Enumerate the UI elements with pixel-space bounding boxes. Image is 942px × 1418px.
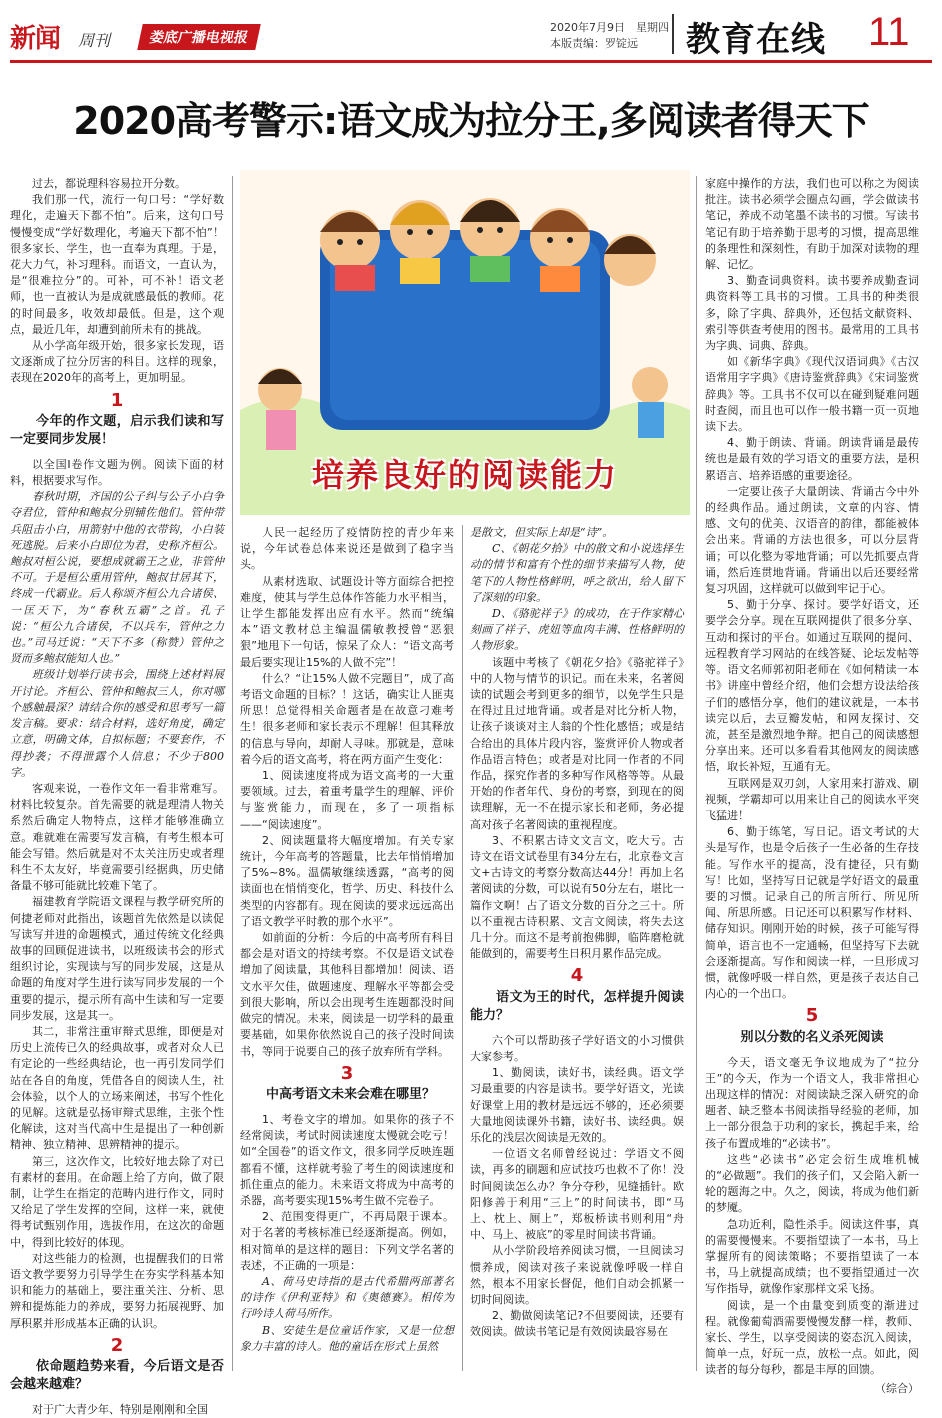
section-number: 1 — [110, 389, 124, 411]
paragraph: 第三，这次作文，比较好地去除了对已有素材的套用。在命题上给了方向，做了限制，让学生在指定的范畴内进行作文，同时又给足了学生发挥的空间，这样一来，就使得考试甄别作用，选拔作用，在这次的命题中，得到比较好的体现。 — [10, 1154, 224, 1249]
newspaper-logo: 新闻 — [10, 24, 61, 54]
page-number: 11 — [868, 10, 910, 54]
column-2 — [240, 525, 454, 1355]
section-title: 教育在线 — [686, 20, 826, 60]
section-heading: 语文为王的时代，怎样提升阅读能力？ — [470, 989, 684, 1023]
paragraph: 3、勤查词典资料。读书要养成勤查词典资料等工具书的习惯。工具书的种类很多，除了字典、辞典外，还包括文献资料、索引等供查考使用的图书。最常用的工具书为字典、词典、辞典。 — [705, 274, 919, 353]
paragraph: 急功近利，隐性杀手。阅读这件事，真的需要慢慢来。不要指望读了一本书，马上掌握所有的阅读策略；不要指望读了一本书，马上就提高成绩；也不要指望通过一次写作指导，就像作家那样文采飞扬。 — [705, 1217, 919, 1296]
quoted-material: D、《骆驼祥子》的成功，在于作家精心刻画了祥子、虎妞等血肉丰满、性格鲜明的人物形象。 — [470, 607, 684, 653]
paragraph: 一定要让孩子大量朗读、背诵古今中外的经典作品。通过朗读，文章的内容、情感、文句的优美、汉语音的韵律，都能被体会出来。背诵的方法也很多，可以分层背诵；可以化整为零地背诵；可以先抓要点背诵，然后连贯地背诵。背诵出以后还要经常复习巩固，这样就可以做到牢记于心。 — [705, 484, 919, 596]
column-rule — [232, 176, 233, 1371]
paragraph: 家庭中操作的方法，我们也可以称之为阅读批注。读书必须学会圈点勾画，学会做读书笔记，养成不动笔墨不读书的习惯。写读书笔记有助于培养勤于思考的习惯，提高思维的条理性和深刻性，有助于加深对读物的理解、记忆。 — [705, 177, 919, 272]
section-number: 5 — [805, 1005, 819, 1027]
quoted-material: 班级计划举行读书会，围绕上述材料展开讨论。齐桓公、管仲和鲍叔三人，你对哪个感触最深？请结合你的感受和思考写一篇发言稿。要求：结合材料，选好角度，确定立意，明确文体，自拟标题；不要套作，不得抄袭；不得泄露个人信息；不少于800字。 — [10, 668, 224, 779]
paragraph: 3、不积累古诗文文言文，吃大亏。古诗文在语文试卷里有34分左右，北京卷文言文+古诗文的考察分数高达44分！再加上名著阅读的分数，可以说有50分左右，堪比一篇作文啊！占了语文分数的百分之三十。所以不重视古诗积累、文言文阅读，将失去这几十分。而这不是考前抱佛脚，临阵磨枪就能做到的，需要考生日积月累作品完成。 — [470, 833, 684, 961]
paragraph: 6、勤于练笔，写日记。语文考试的大头是写作，也是令后孩子一生必备的生存技能。写作水平的提高，没有捷径，只有勤写！比如，坚持写日记就是学好语文的最重要的习惯。记录自己的所言所行、所见所闻、所思所感。日记还可以积累写作材料、储存知识。刚刚开始的时候，孩子可能写得简单，语言也不一定通畅，但坚持写下去就会逐渐提高。写作和阅读一样，一旦形成习惯，就像呼吸一样自然，更是孩子表达自己内心的一个出口。 — [705, 825, 919, 1001]
editor-line: 本版责编：罗锭远 — [550, 37, 638, 50]
paragraph: 人民一起经历了疫情防控的青少年来说，今年试卷总体来说还是做到了稳字当头。 — [240, 526, 454, 572]
quoted-material: A、荷马史诗指的是古代希腊两部著名的诗作《伊利亚特》和《奥德赛》。相传为行吟诗人荷马所作。 — [240, 1274, 454, 1321]
paragraph: 其二，非常注重审辩式思维，即便是对历史上流传已久的经典故事，或者对众人已有定论的一些经典结论，也一再引发同学们站在各自的角度，凭借各自的阅读人生，社会体验，以个人的立场来阐述，书写个性化的见解。这就是弘扬审辩式思维，主张个性化解读，这对当代高中生是提出了一种创新精神、独立精神、思辨精神的提示。 — [10, 1024, 224, 1152]
quoted-material: 是散文，但实际上却是“诗”。 — [470, 526, 614, 539]
section-number: 4 — [570, 965, 584, 987]
section-heading: 别以分数的名义杀死阅读 — [740, 1029, 884, 1045]
paragraph: 客观来说，一卷作文年一看非常难写。材料比较复杂。首先需要的就是理清人物关系然后确定人物特点，这样才能够准确立意。难就难在需要写发言稿，有考生根本可能会写错。然后就是对不太关注历史或者理科生不太友好，毕竟需要引经据典，历史储备量不够可能就比较难下笔了。 — [10, 781, 224, 893]
paragraph: 一位语文名师曾经说过：学语文不阅读，再多的刷题和应试技巧也救不了你！没时间阅读怎么办？争分夺秒，见缝插针。欧阳修善于利用“三上”的时间读书，即“马上、枕上、厕上”，郑板桥读书则利用“舟中、马上、被底”的零星时间读书背诵。 — [470, 1147, 684, 1242]
children-reading-illustration — [240, 170, 690, 515]
paragraph: 从小学高年级开始，很多家长发现，语文逐渐成了拉分厉害的科目。这样的现象，表现在2020年的高考上，更加明显。 — [10, 339, 224, 385]
masthead-rule — [10, 60, 932, 63]
paragraph: 六个可以帮助孩子学好语文的小习惯供大家参考。 — [470, 1033, 684, 1063]
paragraph: 这些“必读书”必定会衍生成堆机械的“必做题”。我们的孩子们，又会陷入新一轮的题海之中。久之，阅读，将成为他们新的梦魇。 — [705, 1152, 919, 1215]
paragraph: 4、勤于朗读、背诵。朗读背诵是最传统也是最有效的学习语文的重要方法，是积累语言、培养语感的重要途径。 — [705, 436, 919, 482]
paragraph: 对于广大青少年、特别是刚刚和全国 — [32, 1403, 208, 1417]
paragraph: 从素材选取、试题设计等方面综合把控难度，使其与学生总体作答能力水平相当，让学生都能发挥出应有水平。然而“统编本”语文教材总主编温儒敏教授曾“恶狠狠”地甩下一句话，惊呆了众人：“语文高考最后要实现让15%的人做不完”！ — [240, 574, 454, 669]
paragraph: 从小学阶段培养阅读习惯，一旦阅读习惯养成，阅读对孩子来说就像呼吸一样自然，根本不用家长督促，他们自动会抓紧一切时间阅读。 — [470, 1244, 684, 1306]
section-number: 3 — [340, 1062, 354, 1084]
paragraph: 该题中考核了《朝花夕拾》《骆驼祥子》中的人物与情节的识记。而在未来，名著阅读的试题会考到更多的细节，以免学生只是在得过且过地背诵。或者是对比分析人物，让孩子谈谈对主人翁的个性化感悟；或是结合给出的具体片段内容，鉴赏评价人物或者作品语言特色；或者是对比同一作者的不同作品，探究作者的多种写作风格等等。从最开始的作者年代、身份的考察，到现在的阅读理解，无一不在提示家长和老师，务必提高对孩子名著阅读的重视程度。 — [470, 655, 684, 831]
column-rule — [696, 176, 697, 1371]
paragraph: 如前面的分析：今后的中高考所有科目都会是对语文的持续考察。不仅是语文试卷增加了阅读量，其他科目都增加！阅读、语文水平欠佳，做题速度、理解水平等都会受到很大影响，所以会出现考生连题都没时间做完的情况。未来，阅读是一切学科的最重要基础，如果你依然说自己的孩子没时间读书，等同于说要自己的孩子放弃所有学科。 — [240, 931, 454, 1058]
section-heading: 中高考语文未来会难在哪里？ — [266, 1086, 436, 1102]
column-rule — [462, 525, 463, 1371]
paragraph: 我们那一代，流行一句口号：“学好数理化，走遍天下都不怕”。后来，这句口号慢慢变成“学好数理化，考遍天下都不怕”！很多家长、学生，也一直奉为真理。于是，花大力气，补习理科。而语文，一直认为，是“很难拉分”的。可补，可不补！语文老师，也一直被认为是成就感最低的教师。花的时间最多，收效却最低。但是，这个观点，最近几年，却遭到前所未有的挑战。 — [10, 193, 224, 336]
masthead-divider — [672, 14, 674, 54]
quoted-material: B、安徒生是位童话作家，又是一位想象力丰富的诗人。他的童话在形式上虽然 — [240, 1323, 454, 1353]
issue-info — [550, 20, 669, 52]
paragraph: 过去，都说理科容易拉开分数。 — [32, 177, 186, 190]
masthead — [0, 0, 942, 60]
paragraph: 今天，语文毫无争议地成为了“拉分王”的今天，作为一个语文人，我非常担心出现这样的情况：对阅读缺乏深入研究的命题者、缺乏整本书阅读指导经验的老师，加上一部分很急于功利的家长，携起手来，给孩子布置成堆的“必读书”。 — [705, 1055, 919, 1150]
column-4 — [705, 176, 919, 1397]
paragraph: 2、范围变得更广，不再局限于课本。对于名著的考核标准已经逐渐提高。例如，相对简单的是这样的题目：下列文学名著的表述，不正确的一项是： — [240, 1210, 454, 1272]
paragraph: 5、勤于分享、探讨。要学好语文，还要学会分享。现在互联网提供了很多分享、互动和探讨的平台。如通过互联网的提问、远程教育学习网站的在线答疑、论坛发帖等等。语文名师郭初阳老师在《如何精读一本书》讲座中曾经介绍，他们会想方设法给孩子们的感悟分享，他们的建议就是，一本书读完以后，去豆瓣发帖，和网友探讨、交流，甚至是激烈地争辩。把自己的阅读感想分享出来。还可以多看看其他网友的阅读感悟，取长补短，互通有无。 — [705, 598, 919, 774]
page-headline: 2020高考警示:语文成为拉分王,多阅读者得天下 — [73, 99, 869, 143]
logo-subtitle: 周刊 — [78, 31, 111, 50]
paragraph: 2、勤做阅读笔记?不但要阅读，还要有效阅读。做读书笔记是有效阅读最容易在 — [470, 1309, 684, 1339]
illustration-caption: 培养良好的阅读能力 — [311, 456, 618, 494]
section-number: 2 — [110, 1334, 124, 1356]
column-3 — [470, 525, 684, 1341]
paragraph: 互联网是双刃剑，人家用来打游戏、刷视频，学霸却可以用来让自己的阅读水平突飞猛进！ — [705, 776, 919, 822]
issue-date: 2020年7月9日 星期四 — [550, 21, 669, 34]
paragraph: 阅读，是一个由量变到质变的渐进过程。就像葡萄酒需要慢慢发酵一样，教师、家长、学生，以享受阅读的姿态沉入阅读，简单一点，好玩一点，放松一点。如此，阅读者的每分每秒，都是丰厚的回馈。 — [705, 1298, 919, 1377]
quoted-material: C、《朝花夕拾》中的散文和小说选择生动的情节和富有个性的细节来描写人物，使笔下的人物性格鲜明，呼之欲出，给人留下了深刻的印象。 — [470, 542, 684, 604]
paragraph: 如《新华字典》《现代汉语词典》《古汉语常用字字典》《唐诗鉴赏辞典》《宋词鉴赏辞典》等。工具书不仅可以在碰到疑难问题时查阅，而且也可以作一般书籍一页一页地读下去。 — [705, 355, 919, 434]
section-heading: 今年的作文题，启示我们读和写一定要同步发展！ — [10, 413, 224, 447]
station-badge: 娄底广播电视报 — [137, 24, 261, 50]
section-heading: 依命题趋势来看，今后语文是否会越来越难？ — [10, 1359, 224, 1393]
paragraph: 1、勤阅读，读好书，读经典。语文学习最重要的内容是读书。要学好语文，光读好课堂上用的教材是远远不够的，还必须要大量地阅读课外书籍，读好书、读经典。娱乐化的浅层次阅读是无效的。 — [470, 1066, 684, 1144]
column-1 — [10, 176, 224, 1418]
paragraph: 什么？“让15%人做不完题目”，成了高考语文命题的目标？！这话，确实让人匪夷所思！总觉得相关命题者是在故意刁难考生！很多老师和家长表示不理解！但其释放的信息与导向，却耐人寻味。那就是，意味着今后的语文高考，将在两方面产生变化： — [240, 671, 454, 766]
paragraph: 1、阅读速度将成为语文高考的一大重要领域。过去，着重考量学生的理解、评价与鉴赏能力，而现在，多了一项指标——“阅读速度”。 — [240, 769, 454, 831]
quoted-material: 春秋时期，齐国的公子纠与公子小白争夺君位，管仲和鲍叔分别辅佐他们。管仲带兵阻击小白，用箭射中他的衣带钩，小白装死逃脱。后来小白即位为君，史称齐桓公。鲍叔对桓公说，要想成就霸王之业，非管仲不可。于是桓公重用管仲，鲍叔甘居其下，终成一代霸业。后人称颂齐桓公九合诸侯、一匡天下，为“春秋五霸”之首。孔子说：“桓公九合诸侯，不以兵车，管仲之力也。”司马迁说：“天下不多（称赞）管仲之贤而多鲍叔能知人也。” — [10, 490, 224, 666]
source-note: （综合） — [875, 1381, 919, 1395]
paragraph: 1、考卷文字的增加。如果你的孩子不经常阅读，考试时阅读速度太慢就会吃亏！如“全国卷”的语文作文，很多同学反映连题都看不懂，这样就考验了考生的阅读速度和抓住重点的能力。未来语文将成为中高考的杀器，高考要实现15%考生做不完卷子。 — [240, 1112, 454, 1207]
paragraph: 2、阅读题量将大幅度增加。有关专家统计，今年高考的答题量，比去年悄悄增加了5%~8%。温儒敏继续透露，“高考的阅读面也在悄悄变化，哲学、历史、科技什么类型的内容都有。现在阅读的要求远远高出了语文教学平时教的那个水平”。 — [240, 833, 454, 928]
paragraph: 以全国Ⅰ卷作文题为例。阅读下面的材料，根据要求写作。 — [10, 457, 224, 488]
paragraph: 福建教育学院语文课程与教学研究所的何捷老师对此指出，该题首先依然是以读促写读写并进的命题模式，通过传统文化经典故事的回顾促进读书，以班级读书会的形式组织讨论，实现读与写的同步发展，这是从命题的角度对学生进行读写同步发展的一个重要的提示，提示所有高中生读和写一定要同步发展，这是其一。 — [10, 895, 224, 1022]
paragraph: 对这些能力的检测，也提醒我们的日常语文教学要努力引导学生在夯实学科基本知识和能力的基础上，要注重关注、分析、思辨和提炼能力的养成，要努力拓展视野、加厚积累并形成基本正确的认识。 — [10, 1251, 224, 1330]
